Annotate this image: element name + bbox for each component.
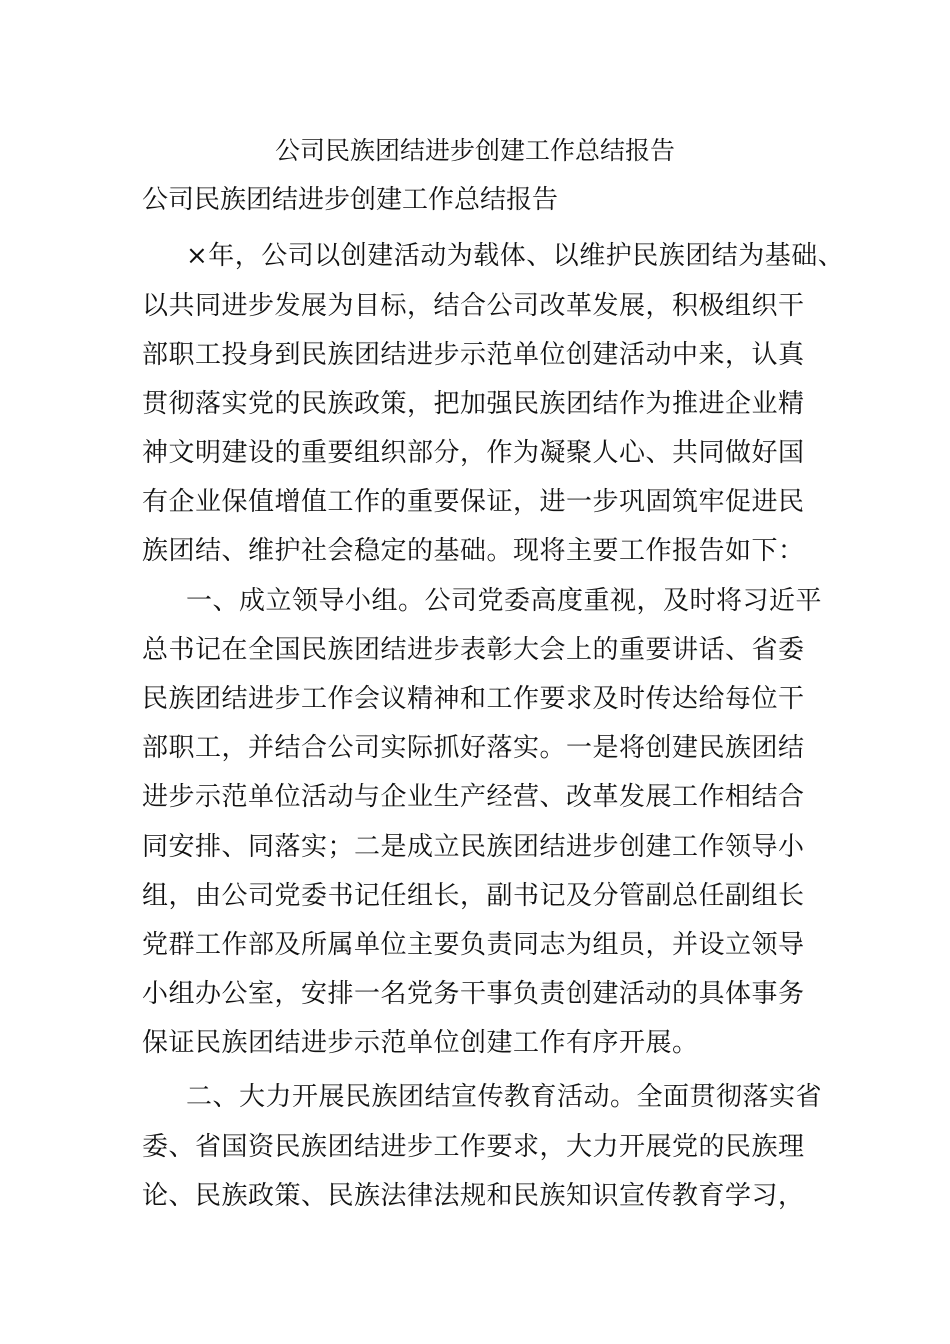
paragraph-line: 部职工，并结合公司实际抓好落实。一是将创建民族团结 — [142, 733, 805, 763]
paragraph-line: 进步示范单位活动与企业生产经营、改革发展工作相结合 — [142, 782, 805, 812]
paragraph-line: 神文明建设的重要组织部分，作为凝聚人心、共同做好国 — [142, 438, 805, 468]
paragraph-line: ×年，公司以创建活动为载体、以维护民族团结为基础、 — [186, 241, 845, 271]
paragraph-line: 总书记在全国民族团结进步表彰大会上的重要讲话、省委 — [142, 635, 805, 665]
paragraph-line: 委、省国资民族团结进步工作要求，大力开展党的民族理 — [142, 1132, 805, 1162]
paragraph-line: 有企业保值增值工作的重要保证，进一步巩固筑牢促进民 — [142, 487, 805, 517]
paragraph-line: 论、民族政策、民族法律法规和民族知识宣传教育学习， — [142, 1181, 805, 1211]
paragraph-line: 同安排、同落实；二是成立民族团结进步创建工作领导小 — [142, 832, 805, 862]
paragraph-line: 贯彻落实党的民族政策，把加强民族团结作为推进企业精 — [142, 389, 805, 419]
paragraph-line: 一、成立领导小组。公司党委高度重视，及时将习近平 — [186, 586, 823, 616]
paragraph-line: 组，由公司党委书记任组长，副书记及分管副总任副组长 — [142, 881, 805, 911]
paragraph-line: 党群工作部及所属单位主要负责同志为组员，并设立领导 — [142, 930, 805, 960]
document-subtitle: 公司民族团结进步创建工作总结报告 — [142, 185, 559, 215]
paragraph-line: 二、大力开展民族团结宣传教育活动。全面贯彻落实省 — [186, 1082, 823, 1112]
document-title: 公司民族团结进步创建工作总结报告 — [274, 136, 675, 165]
paragraph-line: 族团结、维护社会稳定的基础。现将主要工作报告如下： — [142, 536, 805, 566]
paragraph-line: 保证民族团结进步示范单位创建工作有序开展。 — [142, 1028, 699, 1058]
paragraph-line: 小组办公室，安排一名党务干事负责创建活动的具体事务 — [142, 979, 805, 1009]
paragraph-line: 民族团结进步工作会议精神和工作要求及时传达给每位干 — [142, 684, 805, 714]
paragraph-line: 部职工投身到民族团结进步示范单位创建活动中来，认真 — [142, 340, 805, 370]
paragraph-line: 以共同进步发展为目标，结合公司改革发展，积极组织干 — [142, 291, 805, 321]
